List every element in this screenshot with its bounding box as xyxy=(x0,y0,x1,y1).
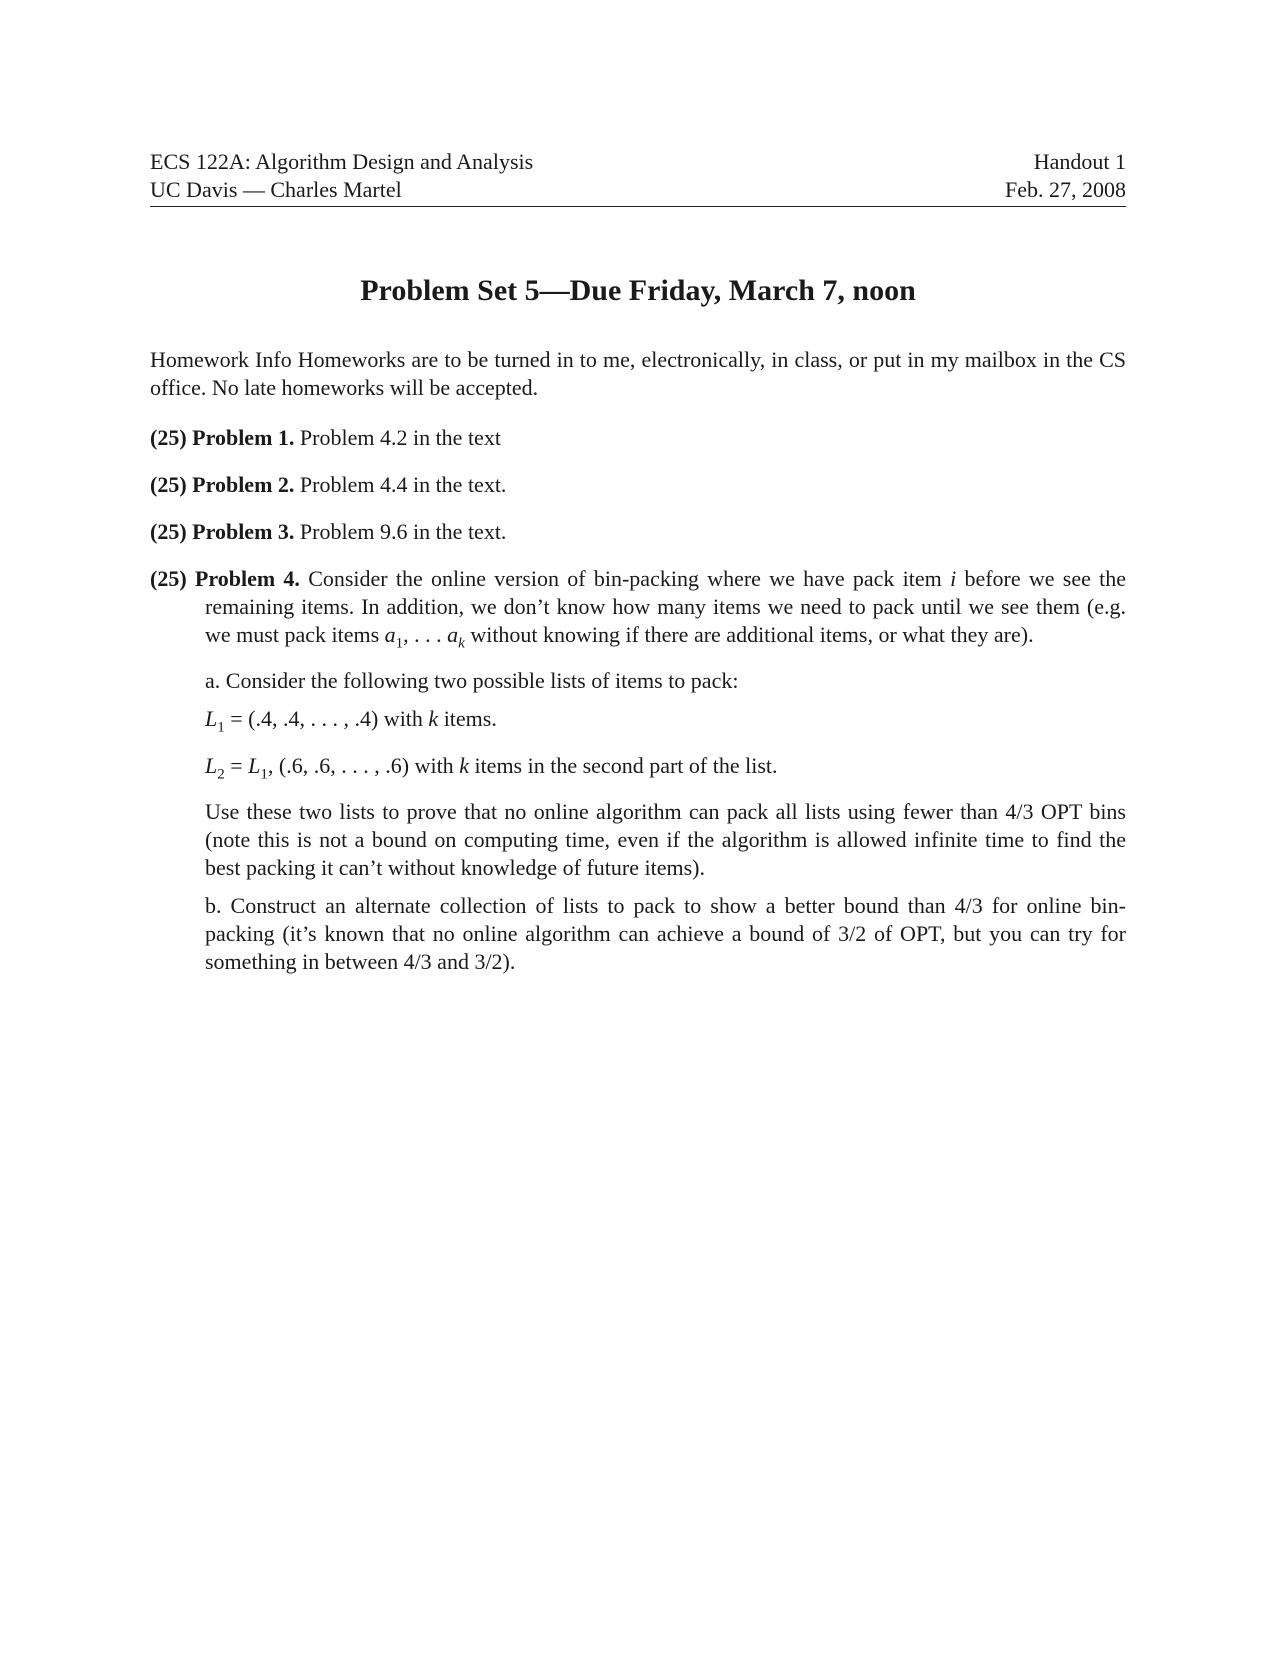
l2-l1-subscript: 1 xyxy=(260,766,268,783)
part-a-intro: a. Consider the following two possible lists of items to pack: xyxy=(205,668,739,694)
handout-number: Handout 1 xyxy=(1033,149,1126,174)
l1-symbol: L xyxy=(205,706,218,732)
list-l2 xyxy=(205,752,1126,788)
subscript-1: 1 xyxy=(395,635,404,652)
document-body xyxy=(150,346,1126,976)
problem-label: (25) Problem 2. xyxy=(150,472,295,497)
problem-4-text-1: Consider the online version of bin-packing where we have pack item xyxy=(308,566,942,591)
problem-label: (25) Problem 1. xyxy=(150,425,295,450)
problem-4-text-2: before we see the remaining items. In addition, we don’t know how many items we need to pack until we see them (e.g. we must pack items xyxy=(205,566,1127,647)
page-title: Problem Set 5—Due Friday, March 7, noon xyxy=(360,274,916,307)
part-b: b. Construct an alternate collection of lists to pack to show a better bound than 4/3 for online bin-packing (it’s known that no online algorithm can achieve a bound of 3/2 of OPT, but you can try for something in between 4/3 and 3/2). xyxy=(205,893,1126,975)
handout-date: Feb. 27, 2008 xyxy=(1005,177,1126,202)
l2-subscript: 2 xyxy=(217,766,225,783)
l2-equals: = xyxy=(224,752,249,778)
problem-4-statement xyxy=(150,565,1126,657)
l1-k: k xyxy=(428,706,439,732)
problem-4 xyxy=(150,565,1126,976)
problem-3 xyxy=(150,518,1126,546)
part-a-body: Use these two lists to prove that no online algorithm can pack all lists using fewer than 4/3 OPT bins (note this is not a bound on computing time, even if the algorithm is allowed infinite time to find the best packing it can’t without knowledge of future items). xyxy=(205,799,1126,881)
course-name: ECS 122A: Algorithm Design and Analysis xyxy=(150,149,534,174)
problem-text: Problem 9.6 in the text. xyxy=(299,519,507,544)
l1-end: items. xyxy=(438,706,497,732)
problem-label: (25) Problem 3. xyxy=(150,519,295,544)
var-a-k: a xyxy=(447,622,459,647)
seq-dots: , . . . xyxy=(403,622,448,647)
problem-2 xyxy=(150,471,1126,499)
var-i: i xyxy=(950,566,957,591)
l1-definition: = (.4, .4, . . . , .4) with xyxy=(224,706,429,732)
l1-subscript: 1 xyxy=(217,719,225,736)
instructor-name: UC Davis — Charles Martel xyxy=(150,177,402,202)
problem-text: Problem 4.2 in the text xyxy=(299,425,501,450)
var-a: a xyxy=(384,622,396,647)
problem-1 xyxy=(150,424,1126,452)
l2-l1-symbol: L xyxy=(248,752,261,778)
homework-info: Homework Info Homeworks are to be turned in to me, electronically, in class, or put in my mailbox in the CS office. No late homeworks will be accepted. xyxy=(150,347,1126,400)
l2-symbol: L xyxy=(205,752,218,778)
subscript-k: k xyxy=(458,635,465,652)
problem-label: (25) Problem 4. xyxy=(150,566,300,591)
l2-definition: , (.6, .6, . . . , .6) with xyxy=(267,752,460,778)
page-header xyxy=(150,148,1126,207)
list-l1 xyxy=(205,705,1126,741)
problem-text: Problem 4.4 in the text. xyxy=(299,472,507,497)
problem-4-text-3: without knowing if there are additional items, or what they are). xyxy=(470,622,1034,647)
l2-end: items in the second part of the list. xyxy=(468,752,778,778)
l2-k: k xyxy=(459,752,469,778)
